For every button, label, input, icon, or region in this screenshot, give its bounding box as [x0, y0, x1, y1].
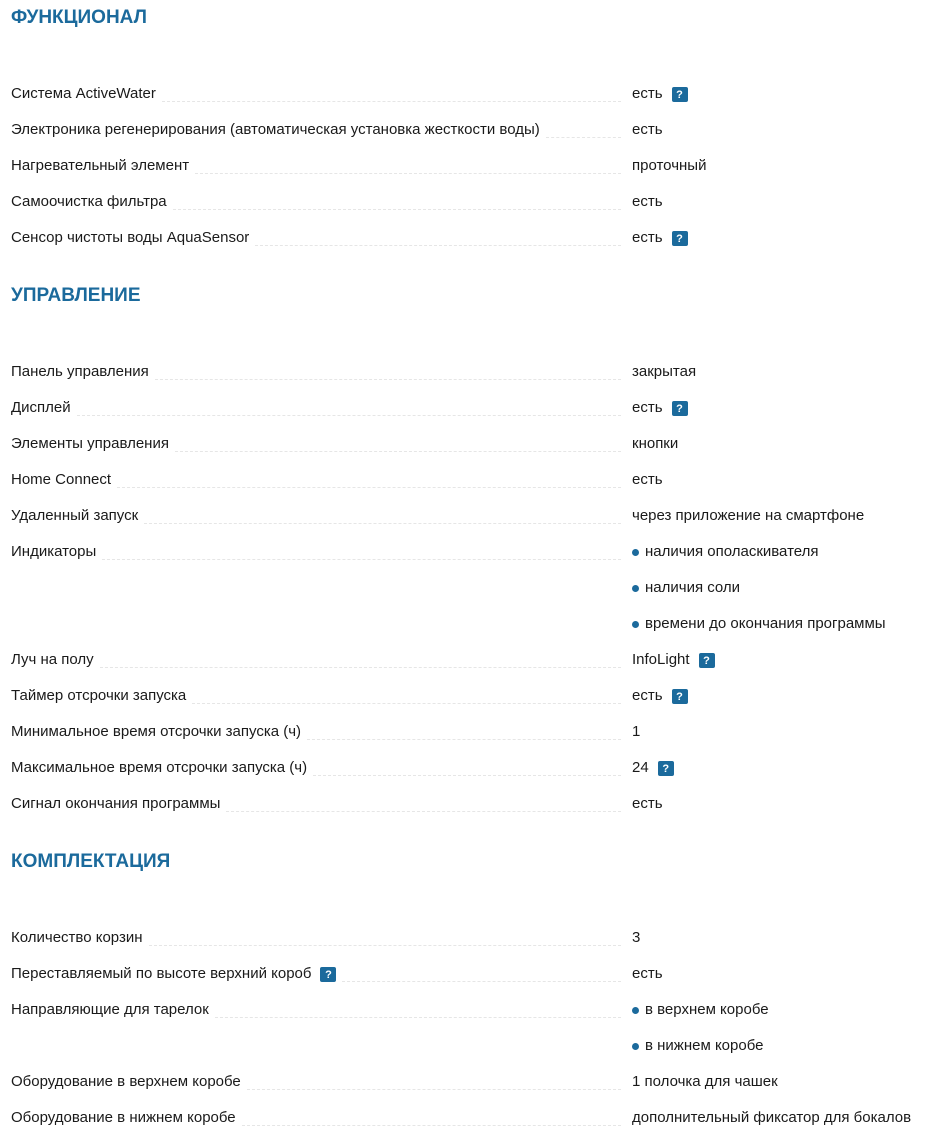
spec-value-text: в нижнем коробе: [645, 1037, 764, 1054]
spec-value: [632, 381, 688, 417]
spec-label-cell: [11, 911, 621, 947]
spec-value: [632, 983, 769, 1019]
spec-value: [632, 417, 678, 453]
spec-list: [11, 880, 938, 1127]
spec-list: [11, 314, 938, 813]
spec-label-cell: [11, 741, 621, 777]
spec-label: Элементы управления: [11, 435, 175, 453]
spec-label: Направляющие для тарелок: [11, 1001, 215, 1019]
spec-value-text: кнопки: [632, 435, 679, 452]
bullet-icon: [632, 1043, 639, 1050]
spec-value-text: 24: [632, 759, 649, 776]
spec-values: [632, 777, 663, 813]
spec-value-text: есть: [632, 85, 663, 102]
spec-label: Индикаторы: [11, 543, 102, 561]
spec-label: Сигнал окончания программы: [11, 795, 226, 813]
spec-value: [632, 633, 715, 669]
spec-value: [632, 777, 663, 813]
spec-label: Таймер отсрочки запуска: [11, 687, 192, 705]
section-spacer: [11, 813, 938, 844]
spec-label: Количество корзин: [11, 929, 149, 947]
spec-row: [11, 705, 938, 741]
spec-value: [632, 489, 864, 525]
spec-value-text: есть: [632, 399, 663, 416]
spec-label-cell: [11, 633, 621, 669]
spec-label-cell: [11, 1091, 621, 1127]
spec-value-text: наличия соли: [645, 579, 741, 596]
spec-values: [632, 983, 769, 1055]
bullet-icon: [632, 621, 639, 628]
spec-row: [11, 381, 938, 417]
section-title: УПРАВЛЕНИЕ: [11, 285, 141, 306]
spec-values: [632, 525, 886, 633]
spec-value-text: 1 полочка для чашек: [632, 1073, 778, 1090]
spec-value-text: дополнительный фиксатор для бокалов: [632, 1109, 912, 1126]
help-icon[interactable]: ?: [672, 689, 688, 704]
spec-row: [11, 1091, 938, 1127]
spec-label-cell: [11, 211, 621, 247]
spec-label-cell: [11, 381, 621, 417]
spec-row: [11, 139, 938, 175]
spec-value: [632, 597, 886, 633]
spec-label: Оборудование в нижнем коробе: [11, 1109, 242, 1127]
section-2: [11, 813, 938, 1127]
dotted-leader: [342, 981, 621, 982]
spec-label-cell: [11, 453, 621, 489]
spec-row: [11, 911, 938, 947]
spec-value-text: есть: [632, 965, 663, 982]
spec-values: [632, 489, 864, 525]
section-0: [11, 0, 938, 247]
spec-row: [11, 947, 938, 983]
dotted-leader: [149, 945, 621, 946]
spec-value-text: закрытая: [632, 363, 697, 380]
spec-label: Сенсор чистоты воды AquaSensor: [11, 229, 255, 247]
spec-values: [632, 947, 663, 983]
spec-label-cell: [11, 417, 621, 453]
spec-value: [632, 741, 674, 777]
spec-values: [632, 381, 688, 417]
spec-values: [632, 417, 678, 453]
dotted-leader: [313, 775, 621, 776]
spec-row: [11, 67, 938, 103]
spec-value-text: 3: [632, 929, 641, 946]
dotted-leader: [255, 245, 621, 246]
dotted-leader: [173, 209, 621, 210]
spec-values: [632, 1055, 778, 1091]
spec-value: [632, 103, 663, 139]
spec-row: [11, 175, 938, 211]
spec-value-text: в верхнем коробе: [645, 1001, 769, 1018]
dotted-leader: [117, 487, 621, 488]
section-spacer: [11, 247, 938, 278]
spec-value-text: проточный: [632, 157, 707, 174]
spec-row: [11, 633, 938, 669]
spec-label-cell: [11, 67, 621, 103]
help-icon[interactable]: ?: [658, 761, 674, 776]
dotted-leader: [100, 667, 621, 668]
dotted-leader: [102, 559, 621, 560]
spec-values: [632, 139, 706, 175]
help-icon[interactable]: ?: [672, 87, 688, 102]
spec-row: [11, 1055, 938, 1091]
dotted-leader: [192, 703, 621, 704]
spec-row: [11, 669, 938, 705]
spec-values: [632, 741, 674, 777]
help-icon[interactable]: ?: [672, 401, 688, 416]
dotted-leader: [546, 137, 621, 138]
help-icon[interactable]: ?: [699, 653, 715, 668]
spec-value-text: через приложение на смартфоне: [632, 507, 865, 524]
spec-values: [632, 211, 688, 247]
spec-label-cell: [11, 103, 621, 139]
spec-values: [632, 453, 663, 489]
dotted-leader: [77, 415, 621, 416]
spec-label: Home Connect: [11, 471, 117, 489]
spec-value-text: есть: [632, 687, 663, 704]
spec-label-cell: [11, 705, 621, 741]
spec-value-text: есть: [632, 471, 663, 488]
dotted-leader: [195, 173, 621, 174]
spec-value: [632, 139, 706, 175]
spec-value-text: времени до окончания программы: [645, 615, 886, 632]
spec-value: [632, 561, 886, 597]
spec-value: [632, 453, 663, 489]
spec-value: [632, 947, 663, 983]
spec-values: [632, 103, 663, 139]
spec-value-text: есть: [632, 121, 663, 138]
spec-label: Дисплей: [11, 399, 77, 417]
bullet-icon: [632, 1007, 639, 1014]
spec-label: Максимальное время отсрочки запуска (ч): [11, 759, 313, 777]
spec-values: [632, 705, 640, 741]
spec-label: Система ActiveWater: [11, 85, 162, 103]
spec-values: [632, 67, 688, 103]
spec-label: Самоочистка фильтра: [11, 193, 173, 211]
spec-label: Луч на полу: [11, 651, 100, 669]
spec-value: [632, 175, 663, 211]
spec-list: [11, 36, 938, 247]
spec-value: [632, 525, 886, 561]
spec-value-text: 1: [632, 723, 641, 740]
dotted-leader: [242, 1125, 621, 1126]
spec-label: Панель управления: [11, 363, 155, 381]
dotted-leader: [155, 379, 621, 380]
spec-label-cell: [11, 983, 621, 1019]
spec-value: [632, 1055, 778, 1091]
spec-row: [11, 489, 938, 525]
spec-row: [11, 453, 938, 489]
spec-row: [11, 983, 938, 1055]
section-title: КОМПЛЕКТАЦИЯ: [11, 851, 171, 872]
spec-row: [11, 777, 938, 813]
section-title: ФУНКЦИОНАЛ: [11, 7, 147, 28]
spec-value-text: есть: [632, 795, 663, 812]
dotted-leader: [144, 523, 621, 524]
spec-label: Переставляемый по высоте верхний короб: [11, 965, 317, 983]
spec-label-cell: [11, 345, 621, 381]
dotted-leader: [175, 451, 621, 452]
spec-value: [632, 67, 688, 103]
help-icon[interactable]: ?: [672, 231, 688, 246]
spec-label-cell: [11, 947, 621, 983]
spec-value: [632, 345, 696, 381]
spec-row: [11, 525, 938, 633]
spec-row: [11, 417, 938, 453]
spec-row: [11, 741, 938, 777]
spec-label: Удаленный запуск: [11, 507, 144, 525]
dotted-leader: [162, 101, 621, 102]
spec-label-cell: [11, 1055, 621, 1091]
section-1: [11, 247, 938, 813]
spec-row: [11, 211, 938, 247]
spec-row: [11, 345, 938, 381]
spec-value: [632, 1019, 769, 1055]
spec-value-text: есть: [632, 193, 663, 210]
spec-label: Нагревательный элемент: [11, 157, 195, 175]
bullet-icon: [632, 585, 639, 592]
dotted-leader: [307, 739, 621, 740]
bullet-icon: [632, 549, 639, 556]
dotted-leader: [247, 1089, 621, 1090]
spec-value-text: наличия ополаскивателя: [645, 543, 819, 560]
spec-values: [632, 911, 640, 947]
help-icon[interactable]: ?: [320, 967, 336, 982]
spec-value: [632, 1091, 911, 1127]
spec-value: [632, 911, 640, 947]
dotted-leader: [215, 1017, 621, 1018]
spec-value-text: есть: [632, 229, 663, 246]
spec-values: [632, 175, 663, 211]
spec-label-cell: [11, 139, 621, 175]
spec-values: [632, 633, 715, 669]
spec-label: Минимальное время отсрочки запуска (ч): [11, 723, 307, 741]
dotted-leader: [226, 811, 621, 812]
spec-value-text: InfoLight: [632, 651, 690, 668]
spec-value: [632, 211, 688, 247]
spec-values: [632, 669, 688, 705]
spec-label: Оборудование в верхнем коробе: [11, 1073, 247, 1091]
spec-value: [632, 705, 640, 741]
spec-row: [11, 103, 938, 139]
spec-label-cell: [11, 777, 621, 813]
spec-label-cell: [11, 489, 621, 525]
spec-value: [632, 669, 688, 705]
spec-label-cell: [11, 175, 621, 211]
spec-values: [632, 1091, 911, 1127]
spec-values: [632, 345, 696, 381]
spec-label-cell: [11, 525, 621, 561]
spec-label-cell: [11, 669, 621, 705]
spec-label: Электроника регенерирования (автоматическая установка жесткости воды): [11, 121, 546, 139]
